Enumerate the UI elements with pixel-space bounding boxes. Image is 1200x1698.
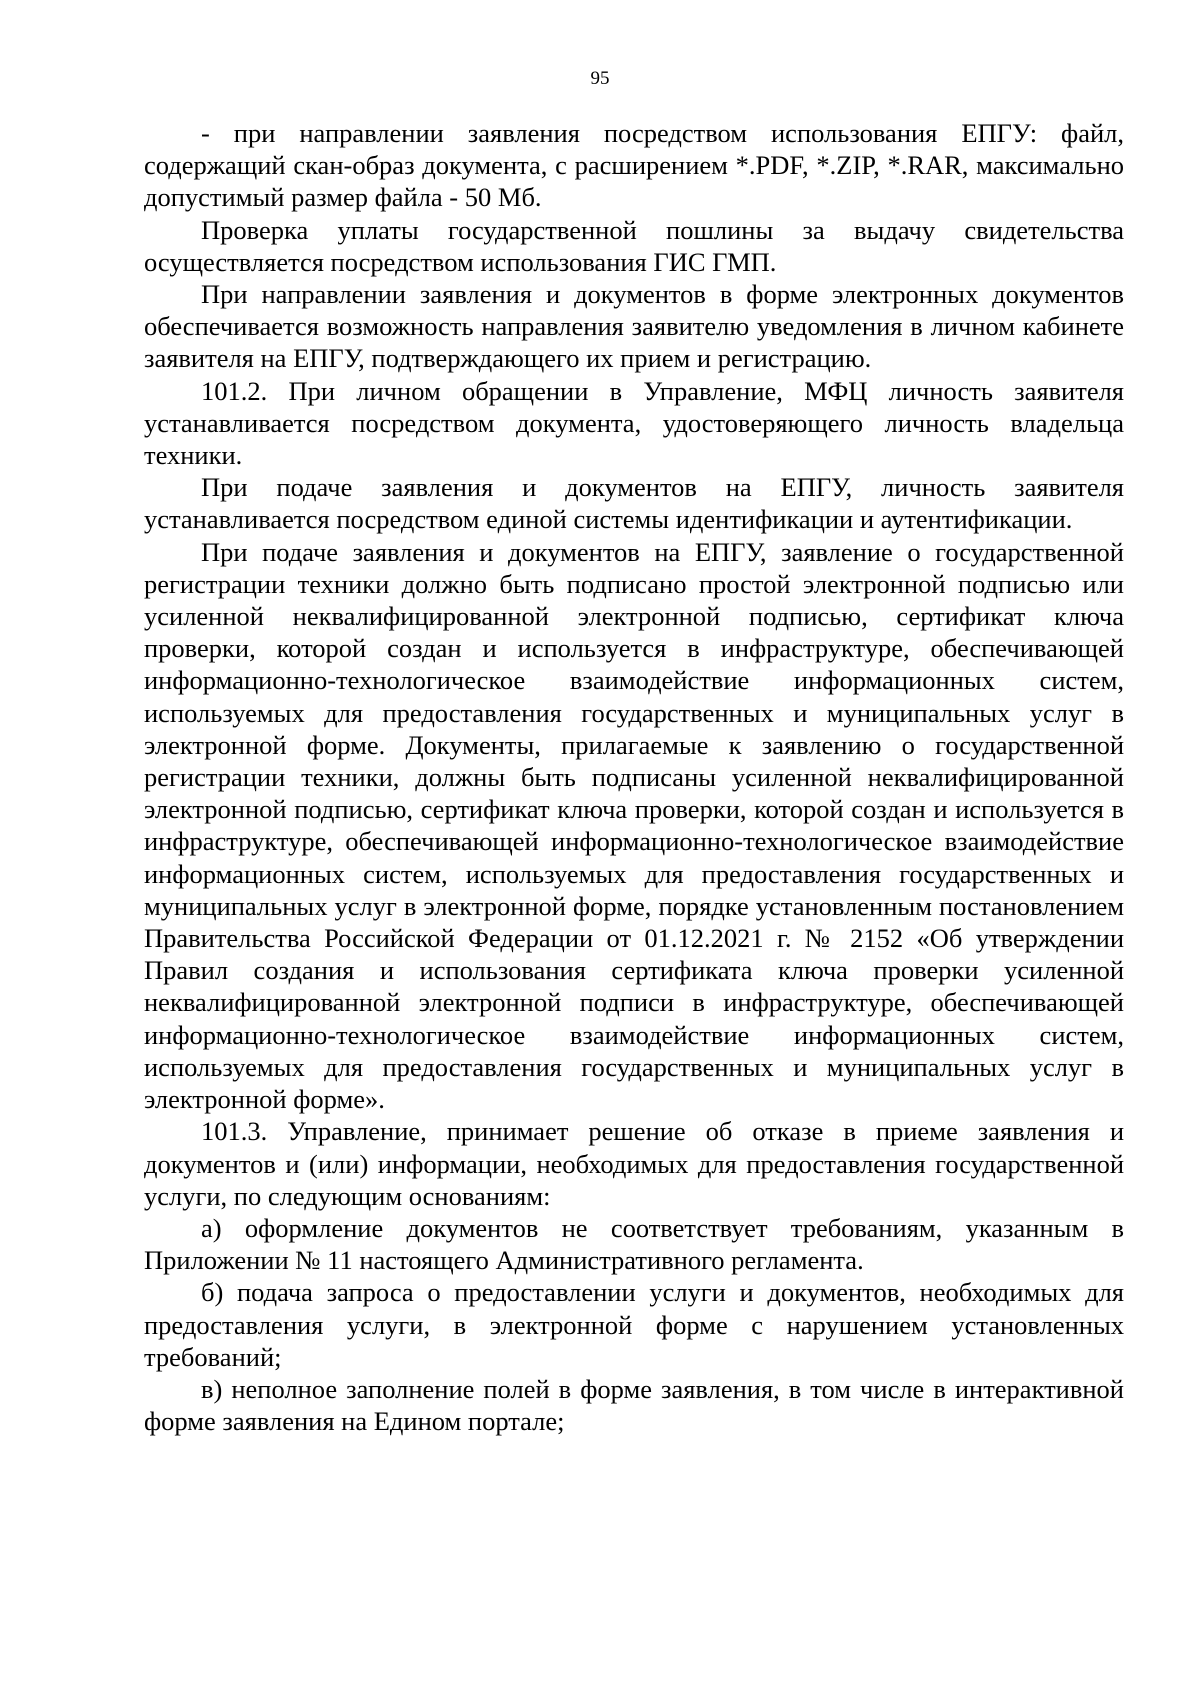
list-item-c: в) неполное заполнение полей в форме заявления, в том числе в интерактивной форме заявления на Едином портале;: [144, 1373, 1124, 1437]
paragraph: Проверка уплаты государственной пошлины за выдачу свидетельства осуществляется посредством использования ГИС ГМП.: [144, 214, 1124, 277]
paragraph: - при направлении заявления посредством использования ЕПГУ: файл, содержащий скан-образ документа, с расширением *.PDF, *.ZIP, *.RAR, максимально допустимый размер файла - 50 Мб.: [144, 118, 1124, 213]
page-number: 95: [590, 68, 610, 89]
paragraph: 101.3. Управление, принимает решение об отказе в приеме заявления и документов и (или) информации, необходимых для предоставления государственной услуги, по следующим основаниям:: [144, 1116, 1124, 1211]
paragraph: При подаче заявления и документов на ЕПГУ, заявление о государственной регистрации техники должно быть подписано простой электронной подписью или усиленной неквалифицированной электронной подписью, сертификат ключа проверки, которой создан и используется в инфраструктуре, обеспечивающей информационно-технологическое взаимодействие информационных систем, используемых для предоставления государственных и муниципальных услуг в электронной форме. Документы, прилагаемые к заявлению о государственной регистрации техники, должны быть подписаны усиленной неквалифицированной электронной подписью, сертификат ключа проверки, которой создан и используется в инфраструктуре, обеспечивающей информационно-технологическое взаимодействие информационных систем, используемых для предоставления государственных и муниципальных услуг в электронной форме, порядке установленным постановлением Правительства Российской Федерации от 01.12.2021 г. № 2152 «Об утверждении Правил создания и использования сертификата ключа проверки усиленной неквалифицированной электронной подписи в инфраструктуре, обеспечивающей информационно-технологическое взаимодействие информационных систем, используемых для предоставления государственных и муниципальных услуг в электронной форме».: [144, 536, 1124, 1115]
paragraph: 101.2. При личном обращении в Управление, МФЦ личность заявителя устанавливается посредством документа, удостоверяющего личность владельца техники.: [144, 375, 1124, 471]
list-item-b: б) подача запроса о предоставлении услуги и документов, необходимых для предоставления услуги, в электронной форме с нарушением установленных требований;: [144, 1277, 1124, 1372]
list-item-a: а) оформление документов не соответствует требованиям, указанным в Приложении № 11 настоящего Административного регламента.: [144, 1212, 1124, 1276]
document-body: [144, 117, 1124, 1437]
paragraph: При направлении заявления и документов в форме электронных документов обеспечивается возможность направления заявителю уведомления в личном кабинете заявителя на ЕПГУ, подтверждающего их прием и регистрацию.: [144, 279, 1124, 374]
paragraph: При подаче заявления и документов на ЕПГУ, личность заявителя устанавливается посредством единой системы идентификации и аутентификации.: [144, 472, 1124, 535]
